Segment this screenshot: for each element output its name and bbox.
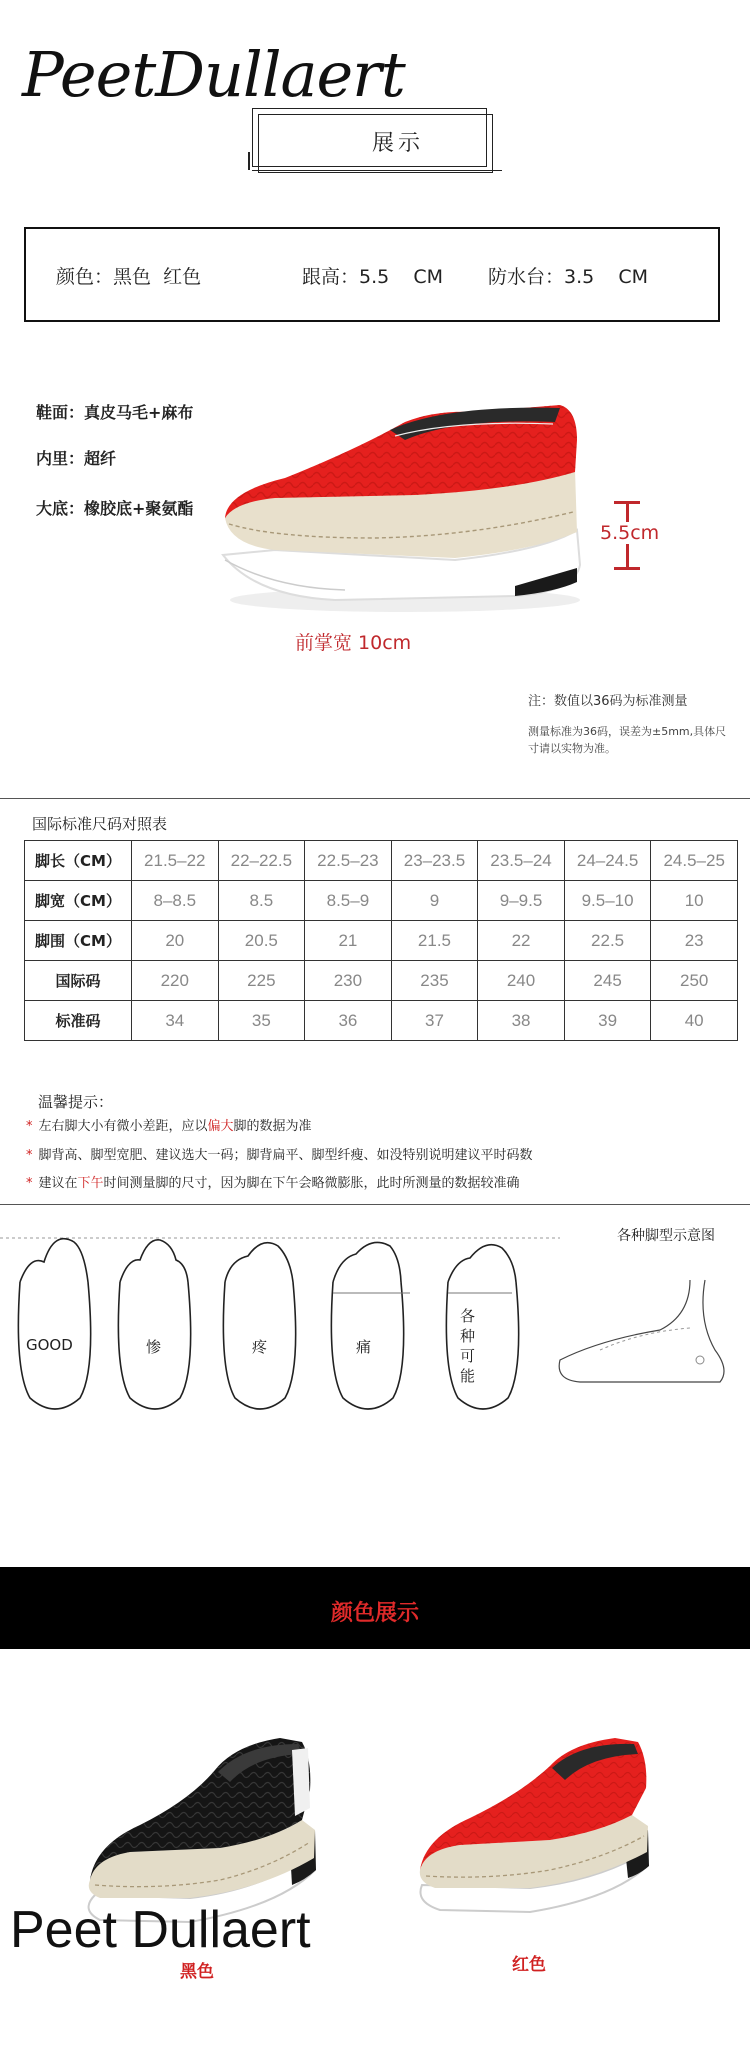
table-cell: 22.5–23 (305, 841, 392, 881)
color-label-black: 黑色 (180, 1962, 214, 1982)
section-divider (0, 798, 750, 799)
foot-label-good: GOOD (26, 1336, 73, 1354)
foot-label-possible: 各种可能 (460, 1307, 476, 1385)
color-label-red: 红色 (512, 1955, 546, 1975)
table-cell: 21.5 (391, 921, 478, 961)
asterisk-icon: * (26, 1148, 33, 1163)
forefoot-width-label: 前掌宽 10cm (295, 632, 412, 654)
table-cell: 21 (305, 921, 392, 961)
tag-tick (248, 152, 250, 170)
foot-types-illustration (0, 1220, 750, 1420)
table-cell: 8.5–9 (305, 881, 392, 921)
table-row (25, 841, 738, 881)
table-cell: 22–22.5 (218, 841, 305, 881)
table-cell: 225 (218, 961, 305, 1001)
table-cell: 21.5–22 (132, 841, 219, 881)
table-cell: 23 (651, 921, 738, 961)
table-cell: 22 (478, 921, 565, 961)
table-cell: 230 (305, 961, 392, 1001)
table-cell: 36 (305, 1001, 392, 1041)
tip-text: 脚背高、脚型宽肥、建议选大一码；脚背扁平、脚型纤瘦、如没特别说明建议平时码数 (38, 1148, 533, 1163)
row-header: 脚宽（CM） (25, 881, 132, 921)
tip-text: 脚的数据为准 (233, 1119, 312, 1134)
table-cell: 35 (218, 1001, 305, 1041)
size-chart-table (24, 840, 738, 1041)
table-cell: 20 (132, 921, 219, 961)
tip-highlight: 下午 (77, 1176, 104, 1191)
heel-height-label: 5.5cm (600, 522, 660, 544)
dimension-bottom-bar (614, 567, 640, 570)
foot-label-pain: 疼 (252, 1338, 268, 1356)
table-cell: 24–24.5 (564, 841, 651, 881)
table-cell: 8.5 (218, 881, 305, 921)
tip-text: 时间测量脚的尺寸，因为脚在下午会略微膨胀，此时所测量的数据较准确 (103, 1176, 520, 1191)
color-display-title: 颜色展示 (330, 1601, 419, 1626)
tip-item (26, 1144, 533, 1163)
table-cell: 24.5–25 (651, 841, 738, 881)
tips-title: 温馨提示： (38, 1093, 114, 1111)
foot-label-hurt: 痛 (356, 1338, 372, 1356)
tip-highlight: 偏大 (207, 1119, 234, 1134)
measurement-note: 注：数值以36码为标准测量 (528, 694, 688, 709)
spec-color: 颜色：黑色 红色 (56, 266, 202, 288)
size-table-title: 国际标准尺码对照表 (32, 815, 168, 833)
table-row (25, 921, 738, 961)
section-divider (0, 1204, 750, 1205)
tip-item (26, 1115, 312, 1134)
table-cell: 220 (132, 961, 219, 1001)
table-cell: 34 (132, 1001, 219, 1041)
table-cell: 250 (651, 961, 738, 1001)
table-cell: 20.5 (218, 921, 305, 961)
table-cell: 23–23.5 (391, 841, 478, 881)
red-shoe-image (400, 1730, 700, 1930)
table-cell: 9 (391, 881, 478, 921)
table-cell: 40 (651, 1001, 738, 1041)
tip-item (26, 1172, 520, 1191)
tip-text: 左右脚大小有微小差距，应以 (38, 1119, 208, 1134)
foot-types-title: 各种脚型示意图 (617, 1228, 715, 1244)
material-sole: 大底：橡胶底+聚氨酯 (36, 499, 194, 518)
spec-platform: 防水台：3.5 CM (488, 266, 649, 288)
tip-text: 建议在 (38, 1176, 78, 1191)
table-cell: 39 (564, 1001, 651, 1041)
tag-label: 展示 (372, 131, 425, 156)
asterisk-icon: * (26, 1176, 33, 1191)
red-shoe-side-image (215, 400, 595, 625)
table-row (25, 1001, 738, 1041)
table-cell: 245 (564, 961, 651, 1001)
table-cell: 235 (391, 961, 478, 1001)
table-cell: 9–9.5 (478, 881, 565, 921)
table-cell: 23.5–24 (478, 841, 565, 881)
measurement-note-detail: 测量标准为36码，误差为±5mm,具体尺寸请以实物为准。 (528, 725, 727, 755)
table-cell: 22.5 (564, 921, 651, 961)
material-lining: 内里：超纤 (36, 449, 117, 468)
table-row (25, 881, 738, 921)
table-cell: 8–8.5 (132, 881, 219, 921)
table-cell: 10 (651, 881, 738, 921)
foot-label-bad: 惨 (146, 1338, 162, 1356)
spec-heel-height: 跟高：5.5 CM (302, 266, 444, 288)
table-cell: 9.5–10 (564, 881, 651, 921)
row-header: 国际码 (25, 961, 132, 1001)
table-row (25, 961, 738, 1001)
material-upper: 鞋面：真皮马毛+麻布 (36, 403, 194, 422)
row-header: 脚围（CM） (25, 921, 132, 961)
asterisk-icon: * (26, 1119, 33, 1134)
row-header: 标准码 (25, 1001, 132, 1041)
table-cell: 37 (391, 1001, 478, 1041)
table-cell: 240 (478, 961, 565, 1001)
brand-watermark: Peet Dullaert (10, 1901, 311, 1959)
brand-logo: PeetDullaert (22, 38, 405, 111)
table-cell: 38 (478, 1001, 565, 1041)
row-header: 脚长（CM） (25, 841, 132, 881)
tag-underline (252, 170, 502, 171)
